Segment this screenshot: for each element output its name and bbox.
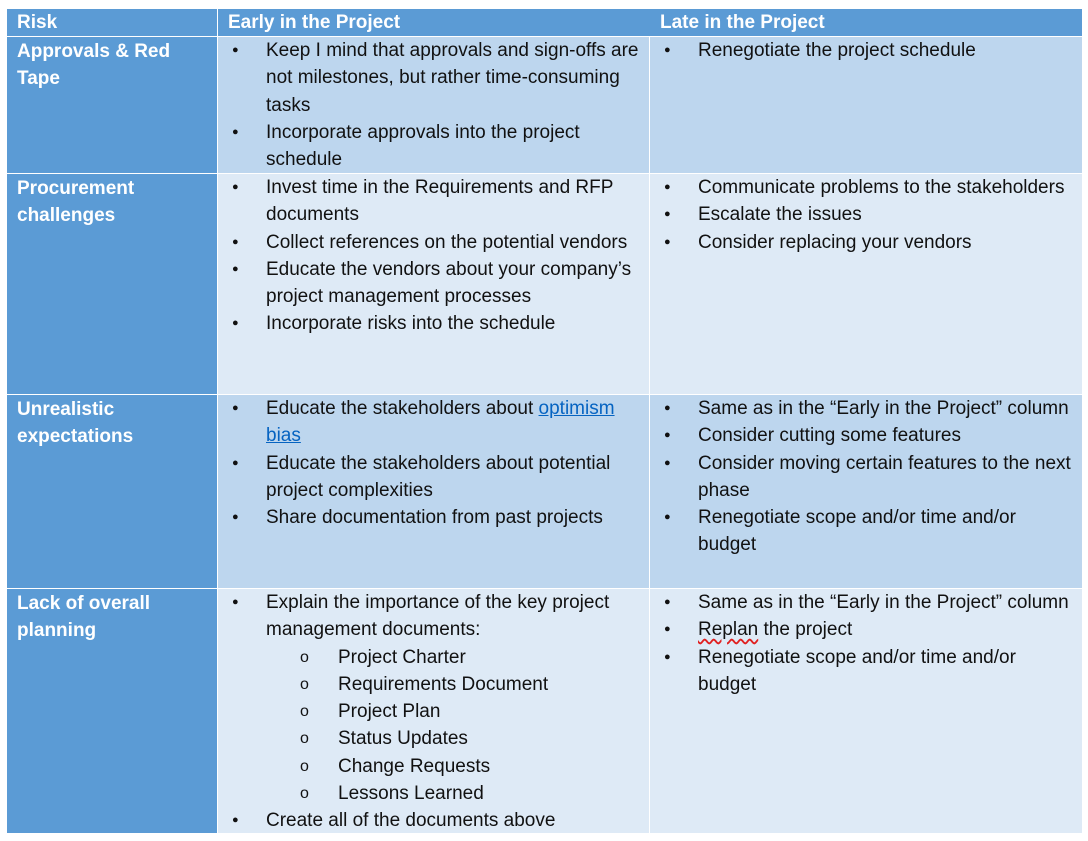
- late-cell: [650, 174, 1082, 394]
- list-item: ● Renegotiate scope and/or time and/or budget: [660, 644, 1074, 699]
- sub-list-item: o Change Requests: [228, 753, 641, 780]
- late-cell: [650, 37, 1082, 173]
- header-risk: Risk: [7, 9, 218, 36]
- list-item: ● Escalate the issues: [660, 201, 1074, 228]
- late-cell: [650, 395, 1082, 588]
- risk-table: [7, 9, 1082, 833]
- list-item: ● Same as in the “Early in the Project” column: [660, 589, 1074, 616]
- list-item: ● Incorporate risks into the schedule: [228, 310, 641, 337]
- list-item: ● Consider replacing your vendors: [660, 229, 1074, 256]
- list-item: ● Communicate problems to the stakeholders: [660, 174, 1074, 201]
- risk-cell: Lack of overall planning: [7, 589, 218, 833]
- risk-cell: Procurement challenges: [7, 174, 218, 394]
- header-late: Late in the Project: [650, 9, 1082, 36]
- list-item: ● Renegotiate the project schedule: [660, 37, 1074, 64]
- early-cell: [218, 395, 650, 588]
- table-row: [7, 37, 1082, 174]
- late-cell: [650, 589, 1082, 833]
- list-item: ● Invest time in the Requirements and RFP documents: [228, 174, 641, 229]
- list-item: ● Consider moving certain features to the next phase: [660, 450, 1074, 505]
- list-item: ● Share documentation from past projects: [228, 504, 641, 531]
- list-item: ● Educate the stakeholders about optimism bias: [228, 395, 641, 450]
- table-row: [7, 395, 1082, 589]
- list-item: ● Educate the vendors about your company’s project management processes: [228, 256, 641, 311]
- early-cell: [218, 174, 650, 394]
- sub-list-item: o Project Plan: [228, 698, 641, 725]
- optimism-bias-link[interactable]: optimism bias: [266, 398, 615, 447]
- list-item: ● Renegotiate scope and/or time and/or budget: [660, 504, 1074, 559]
- sub-list-item: o Project Charter: [228, 644, 641, 671]
- list-item: ● Same as in the “Early in the Project” column: [660, 395, 1074, 422]
- table-row: [7, 174, 1082, 395]
- sub-list-item: o Lessons Learned: [228, 780, 641, 807]
- table-header-row: [7, 9, 1082, 37]
- risk-cell: Unrealistic expectations: [7, 395, 218, 588]
- early-cell: [218, 37, 650, 173]
- table-row: [7, 589, 1082, 833]
- list-item: ● Explain the importance of the key project management documents:: [228, 589, 641, 644]
- list-item: ● Replan the project: [660, 616, 1074, 643]
- risk-cell: Approvals & Red Tape: [7, 37, 218, 173]
- misspelled-word[interactable]: Replan: [698, 619, 759, 641]
- header-early: Early in the Project: [218, 9, 650, 36]
- list-item: ● Create all of the documents above: [228, 807, 641, 834]
- list-item: ● Keep I mind that approvals and sign-offs are not milestones, but rather time-consuming tasks: [228, 37, 641, 119]
- list-item: ● Educate the stakeholders about potential project complexities: [228, 450, 641, 505]
- sub-list-item: o Status Updates: [228, 725, 641, 752]
- list-item: ● Collect references on the potential vendors: [228, 229, 641, 256]
- sub-list-item: o Requirements Document: [228, 671, 641, 698]
- early-cell: [218, 589, 650, 833]
- list-item: ● Incorporate approvals into the project schedule: [228, 119, 641, 174]
- list-item: ● Consider cutting some features: [660, 422, 1074, 449]
